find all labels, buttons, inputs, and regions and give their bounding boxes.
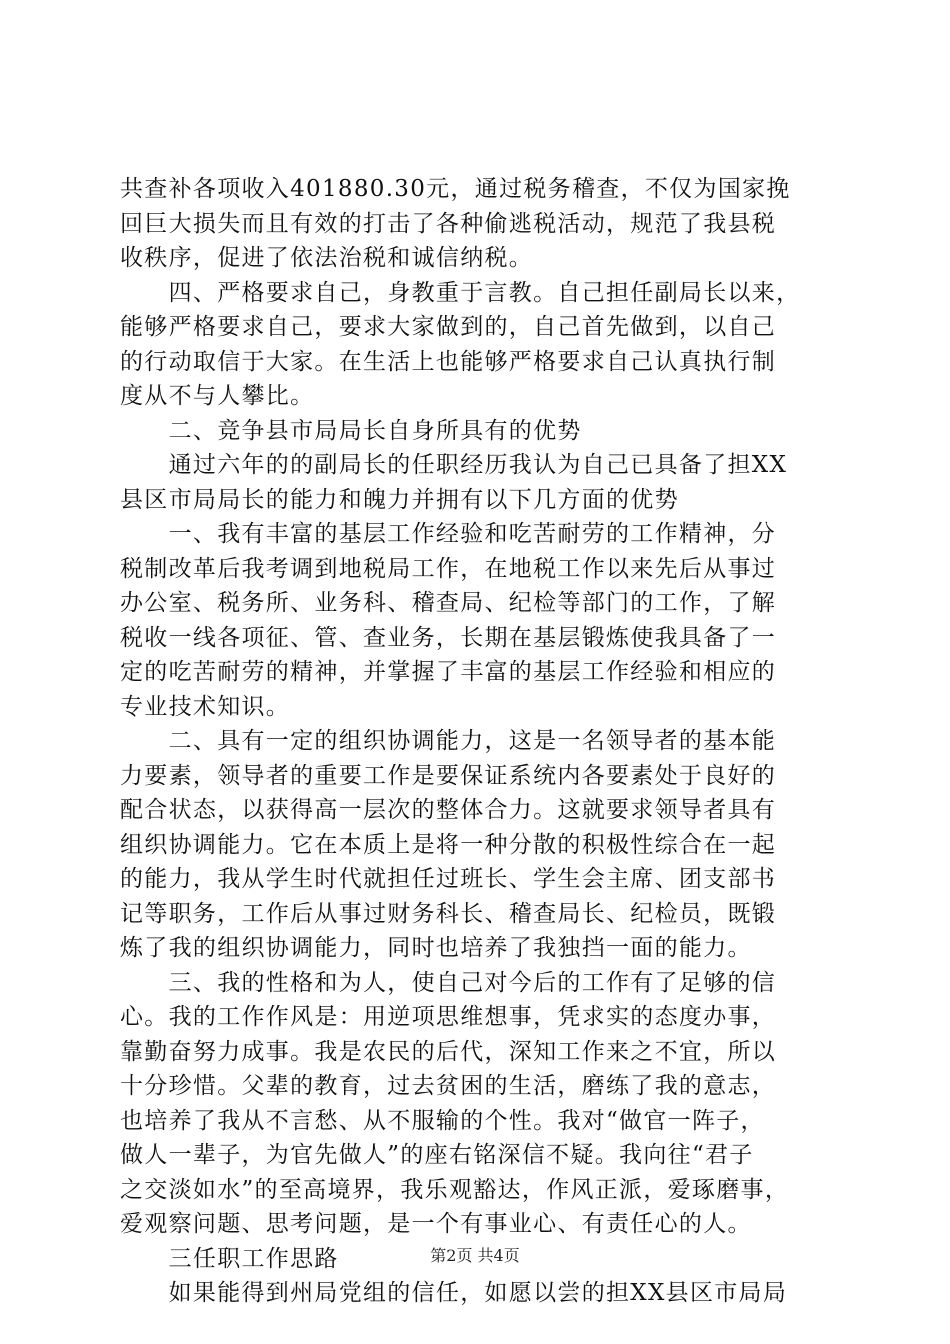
text-line: 靠勤奋努力成事。我是农民的后代，深知工作来之不宜，所以 xyxy=(120,1038,777,1065)
text-line: 二、具有一定的组织协调能力，这是一名领导者的基本能 xyxy=(120,728,777,754)
text-line: 回巨大损失而且有效的打击了各种偷逃税活动，规范了我县税 xyxy=(120,210,777,237)
text-line: 也培养了我从不言愁、从不服输的个性。我对“做官一阵子， xyxy=(120,1107,765,1134)
text-line: 爱观察问题、思考问题，是一个有事业心、有责任心的人。 xyxy=(120,1211,752,1237)
text-line: 十分珍惜。父辈的教育，过去贫困的生活，磨练了我的意志， xyxy=(120,1073,777,1099)
text-line: 共查补各项收入401880.30元，通过税务稽查，不仅为国家挽 xyxy=(120,176,791,202)
text-line: 通过六年的的副局长的任职经历我认为自己已具备了担XX xyxy=(120,452,788,478)
text-line: 的行动取信于大家。在生活上也能够严格要求自己认真执行制 xyxy=(120,348,777,375)
text-line: 配合状态，以获得高一层次的整体合力。这就要求领导者具有 xyxy=(120,797,777,823)
text-line: 办公室、税务所、业务科、稽查局、纪检等部门的工作，了解 xyxy=(120,590,777,616)
text-line: 能够严格要求自己，要求大家做到的，自己首先做到，以自己 xyxy=(120,314,777,340)
text-line: 炼了我的组织协调能力，同时也培养了我独挡一面的能力。 xyxy=(120,935,752,961)
text-line: 收秩序，促进了依法治税和诚信纳税。 xyxy=(120,245,534,271)
document-body xyxy=(120,172,838,1311)
text-line: 定的吃苦耐劳的精神，并掌握了丰富的基层工作经验和相应的 xyxy=(120,659,777,685)
text-line: 的能力，我从学生时代就担任过班长、学生会主席、团支部书 xyxy=(120,866,777,892)
text-line: 税收一线各项征、管、查业务，长期在基层锻炼使我具备了一 xyxy=(120,624,777,651)
text-line: 心。我的工作作风是：用逆项思维想事，凭求实的态度办事， xyxy=(120,1004,777,1030)
text-line: 度从不与人攀比。 xyxy=(120,383,315,409)
section-heading: 三任职工作思路 xyxy=(120,1245,339,1272)
text-line: 县区市局局长的能力和魄力并拥有以下几方面的优势 xyxy=(120,486,679,513)
text-line: 记等职务，工作后从事过财务科长、稽查局长、纪检员，既锻 xyxy=(120,900,777,927)
text-line: 做人一辈子，为官先做人”的座右铭深信不疑。我向往“君子 xyxy=(120,1142,754,1168)
page-footer: 第2页 共4页 xyxy=(430,1246,520,1265)
text-line: 三、我的性格和为人，使自己对今后的工作有了足够的信 xyxy=(120,969,777,996)
text-line: 专业技术知识。 xyxy=(120,693,291,720)
text-line: 组织协调能力。它在本质上是将一种分散的积极性综合在一起 xyxy=(120,831,777,858)
text-line: 税制改革后我考调到地税局工作，在地税工作以来先后从事过 xyxy=(120,555,777,582)
text-line: 四、严格要求自己，身教重于言教。自己担任副局长以来， xyxy=(120,279,801,306)
text-line: 之交淡如水”的至高境界，我乐观豁达，作风正派，爱琢磨事， xyxy=(120,1176,790,1203)
text-line: 力要素，领导者的重要工作是要保证系统内各要素处于良好的 xyxy=(120,762,777,789)
text-line: 一、我有丰富的基层工作经验和吃苦耐劳的工作精神，分 xyxy=(120,521,777,547)
text-line: 如果能得到州局党组的信任，如愿以尝的担XX县区市局局 xyxy=(120,1280,788,1306)
section-heading: 二、竞争县市局局长自身所具有的优势 xyxy=(120,417,582,444)
